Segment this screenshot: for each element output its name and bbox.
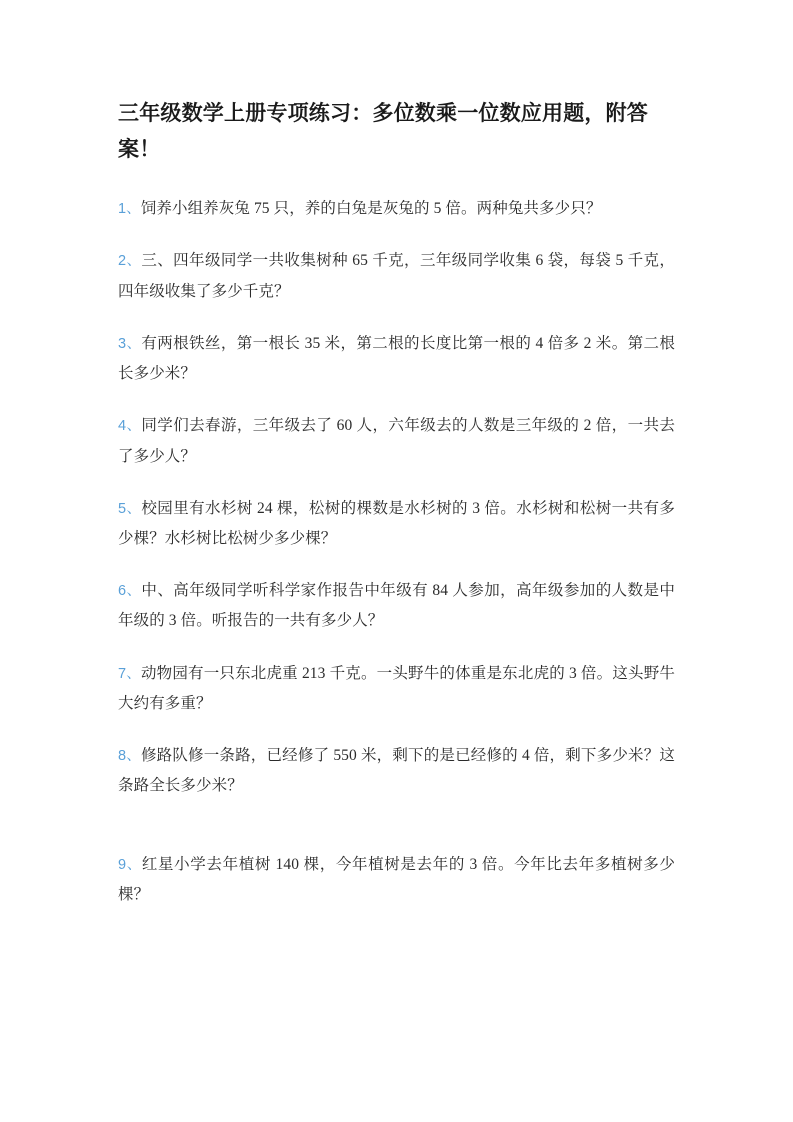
question-text: 红星小学去年植树 140 棵，今年植树是去年的 3 倍。今年比去年多植树多少棵？ — [118, 855, 676, 903]
question-text: 校园里有水杉树 24 棵，松树的棵数是水杉树的 3 倍。水杉树和松树一共有多少棵？水杉树比松树少多少棵？ — [118, 499, 675, 547]
list-item — [118, 576, 675, 636]
question-text: 饲养小组养灰兔 75 只，养的白兔是灰兔的 5 倍。两种兔共多少只？ — [140, 200, 602, 218]
list-item — [118, 850, 675, 910]
question-number: 4、 — [118, 418, 142, 435]
list-item — [118, 659, 675, 719]
question-text: 动物园有一只东北虎重 213 千克。一头野牛的体重是东北虎的 3 倍。这头野牛大约有多重？ — [118, 664, 675, 712]
question-number: 1、 — [118, 201, 141, 218]
list-item — [118, 194, 675, 224]
question-number: 5、 — [118, 500, 142, 517]
page-title: 三年级数学上册专项练习：多位数乘一位数应用题，附答案！ — [118, 102, 648, 162]
question-number: 7、 — [118, 665, 141, 682]
question-number: 6、 — [118, 583, 142, 600]
list-item — [118, 494, 675, 554]
question-text: 中、高年级同学听科学家作报告中年级有 84 人参加，高年级参加的人数是中年级的 3 倍。听报告的一共有多少人？ — [118, 582, 675, 630]
list-item — [118, 329, 675, 389]
list-item — [118, 246, 675, 306]
list-item — [118, 741, 675, 801]
list-item — [118, 411, 675, 471]
question-number: 2、 — [118, 253, 142, 270]
question-number: 9、 — [118, 856, 142, 873]
question-text: 同学们去春游，三年级去了 60 人，六年级去的人数是三年级的 2 倍，一共去了多少人？ — [118, 417, 675, 465]
question-text: 修路队修一条路，已经修了 550 米，剩下的是已经修的 4 倍，剩下多少米？这条路全长多少米？ — [118, 747, 675, 795]
question-number: 8、 — [118, 748, 141, 765]
question-list — [118, 194, 675, 910]
question-text: 有两根铁丝，第一根长 35 米，第二根的长度比第一根的 4 倍多 2 米。第二根长多少米？ — [118, 334, 675, 383]
question-text: 三、四年级同学一共收集树种 65 千克，三年级同学收集 6 袋，每袋 5 千克，四年级收集了多少千克？ — [118, 252, 675, 300]
question-number: 3、 — [118, 335, 142, 352]
